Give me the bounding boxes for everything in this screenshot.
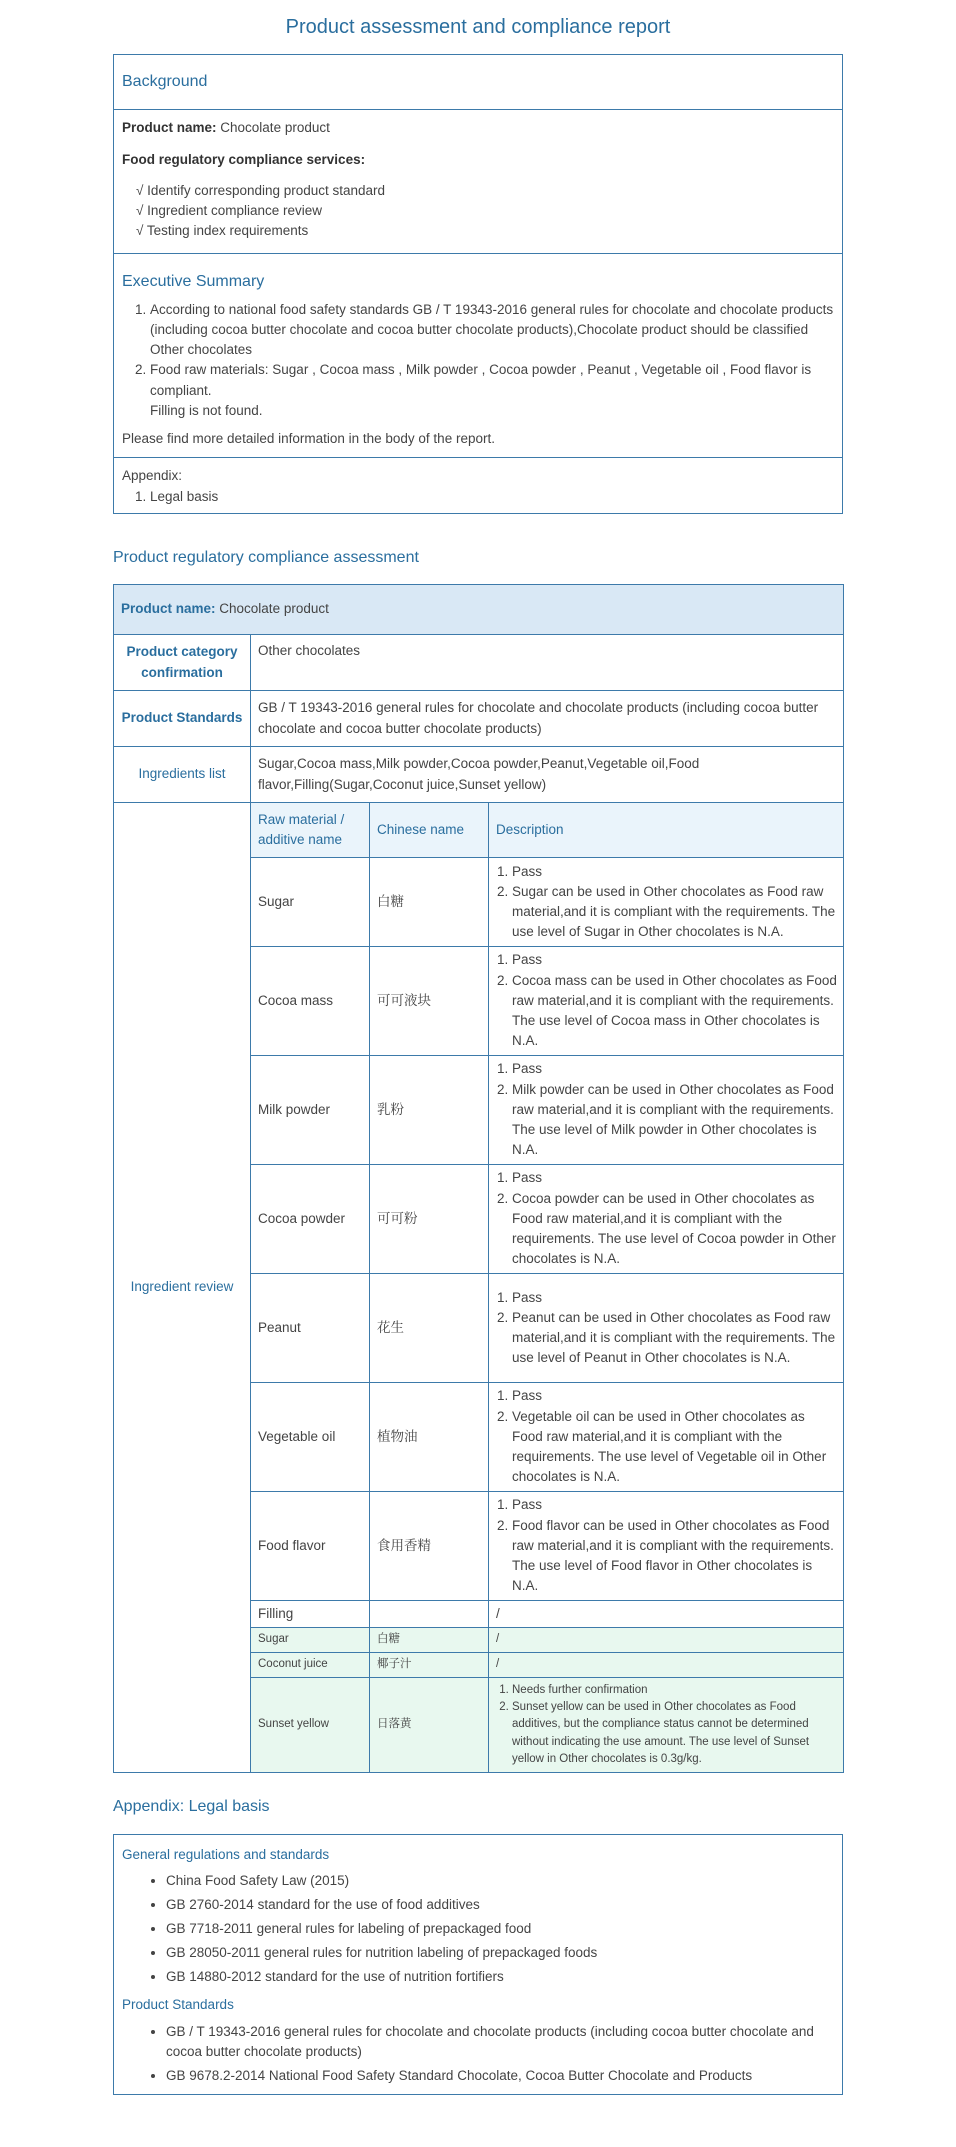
ingredient-cn-name: 可可液块 — [370, 947, 489, 1056]
category-value: Other chocolates — [251, 635, 844, 691]
appendix-item: 1. Legal basis — [150, 487, 834, 507]
ingredient-review-label: Ingredient review — [114, 803, 251, 1773]
table-product-name-label: Product name: — [121, 601, 216, 617]
ingredient-name: Food flavor — [251, 1492, 370, 1601]
list-item: • GB 2760-2014 standard for the use of food additives — [166, 1893, 834, 1917]
list-item: • GB 9678.2-2014 National Food Safety Standard Chocolate, Cocoa Butter Chocolate and Products — [166, 2064, 834, 2088]
summary-item: 2. Food raw materials: Sugar , Cocoa mass , Milk powder , Cocoa powder , Peanut , Vegetable oil , Food flavor is compliant. Filling is not found. — [150, 360, 834, 421]
ingredient-name: Coconut juice — [251, 1653, 370, 1678]
service-item: √ Identify corresponding product standard — [136, 182, 386, 198]
ingredient-description: 1. Pass 2. Milk powder can be used in Other chocolates as Food raw material,and it is compliant with the requirements. The use level of Milk powder in Other chocolates is N.A. — [489, 1056, 844, 1165]
ingredient-description: / — [489, 1628, 844, 1653]
ingredient-name: Peanut — [251, 1274, 370, 1383]
ingredient-description: 1. Pass 2. Sugar can be used in Other chocolates as Food raw material,and it is compliant with the requirements. The use level of Sugar in Other chocolates is N.A. — [489, 858, 844, 947]
appendix-box — [114, 458, 842, 513]
column-header: Description — [489, 803, 844, 858]
page-title: Product assessment and compliance report — [285, 16, 671, 38]
category-row — [114, 635, 844, 691]
ingredient-cn-name: 白糖 — [370, 1628, 489, 1653]
ingredient-cn-name: 白糖 — [370, 858, 489, 947]
review-header-row — [114, 803, 844, 858]
ingredient-cn-name: 花生 — [370, 1274, 489, 1383]
ingredient-name: Milk powder — [251, 1056, 370, 1165]
service-item: √ Ingredient compliance review — [136, 202, 323, 218]
category-label: Product category confirmation — [114, 635, 251, 691]
ingredient-description: 1. Pass 2. Cocoa mass can be used in Other chocolates as Food raw material,and it is compliant with the requirements. The use level of Cocoa mass in Other chocolates is N.A. — [489, 947, 844, 1056]
assessment-table — [113, 584, 844, 1773]
ingredient-description: 1. Pass 2. Peanut can be used in Other chocolates as Food raw material,and it is compliant with the requirements. The use level of Peanut in Other chocolates is N.A. — [489, 1274, 844, 1383]
ingredient-cn-name: 食用香精 — [370, 1492, 489, 1601]
product-name-row — [114, 585, 844, 635]
ingredient-name: Sugar — [251, 1628, 370, 1653]
services-label: Food regulatory compliance services: — [122, 152, 366, 168]
standards-row — [114, 691, 844, 747]
summary-footer: Please find more detailed information in the body of the report. — [122, 431, 495, 446]
ingredients-label: Ingredients list — [114, 747, 251, 803]
background-heading: Background — [114, 55, 842, 110]
column-header: Chinese name — [370, 803, 489, 858]
executive-summary-heading: Executive Summary — [122, 272, 265, 290]
legal-heading: Appendix: Legal basis — [113, 1798, 270, 1815]
ingredient-name: Sunset yellow — [251, 1678, 370, 1773]
legal-box — [113, 1834, 843, 2095]
product-standards-heading: Product Standards — [122, 1997, 234, 2013]
ingredient-cn-name — [370, 1601, 489, 1628]
ingredient-description: / — [489, 1601, 844, 1628]
summary-item: 1. According to national food safety standards GB / T 19343-2016 general rules for chocolate and chocolate products (including cocoa butter chocolate and cocoa butter chocolate products),Chocolate product should be classified Other chocolates — [150, 300, 834, 361]
ingredient-description: 1. Pass 2. Vegetable oil can be used in Other chocolates as Food raw material,and it is compliant with the requirements. The use level of Vegetable oil in Other chocolates is N.A. — [489, 1383, 844, 1492]
ingredient-cn-name: 乳粉 — [370, 1056, 489, 1165]
list-item: • China Food Safety Law (2015) — [166, 1869, 834, 1893]
list-item: • GB / T 19343-2016 general rules for chocolate and chocolate products (including cocoa butter chocolate and cocoa butter chocolate products) — [166, 2020, 834, 2064]
services-list — [136, 181, 834, 241]
table-product-name-value: Chocolate product — [219, 601, 329, 617]
list-item: • GB 28050-2011 general rules for nutrition labeling of prepackaged foods — [166, 1941, 834, 1965]
ingredient-description: 1. Pass 2. Cocoa powder can be used in Other chocolates as Food raw material,and it is compliant with the requirements. The use level of Cocoa powder in Other chocolates is N.A. — [489, 1165, 844, 1274]
background-box — [113, 54, 843, 514]
summary-filling-note: Filling is not found. — [150, 402, 263, 418]
ingredient-description: / — [489, 1653, 844, 1678]
product-name-label: Product name: — [122, 120, 217, 135]
ingredient-cn-name: 可可粉 — [370, 1165, 489, 1274]
ingredient-description: 1. Needs further confirmation 2. Sunset yellow can be used in Other chocolates as Food additives, but the compliance status cannot be determined without indicating the use amount. The use level of Sunset yellow in Other chocolates is 0.3g/kg. — [489, 1678, 844, 1773]
list-item: • GB 7718-2011 general rules for labeling of prepackaged food — [166, 1917, 834, 1941]
ingredients-row — [114, 747, 844, 803]
standards-label: Product Standards — [114, 691, 251, 747]
ingredient-cn-name: 椰子汁 — [370, 1653, 489, 1678]
list-item: • GB 14880-2012 standard for the use of nutrition fortifiers — [166, 1965, 834, 1989]
ingredient-description: 1. Pass 2. Food flavor can be used in Other chocolates as Food raw material,and it is compliant with the requirements. The use level of Food flavor in Other chocolates is N.A. — [489, 1492, 844, 1601]
ingredient-cn-name: 植物油 — [370, 1383, 489, 1492]
ingredient-name: Vegetable oil — [251, 1383, 370, 1492]
ingredient-name: Sugar — [251, 858, 370, 947]
background-body — [114, 110, 842, 254]
general-regulations-heading: General regulations and standards — [122, 1847, 330, 1862]
assessment-table-wrap — [113, 584, 843, 1773]
ingredient-name: Cocoa powder — [251, 1165, 370, 1274]
standards-value: GB / T 19343-2016 general rules for chocolate and chocolate products (including cocoa butter chocolate and cocoa butter chocolate products) — [251, 691, 844, 747]
appendix-label: Appendix: — [122, 468, 183, 484]
ingredient-cn-name: 日落黄 — [370, 1678, 489, 1773]
product-name-value: Chocolate product — [220, 120, 330, 135]
ingredient-name: Filling — [251, 1601, 370, 1628]
ingredients-value: Sugar,Cocoa mass,Milk powder,Cocoa powder,Peanut,Vegetable oil,Food flavor,Filling(Sugar,Coconut juice,Sunset yellow) — [251, 747, 844, 803]
assessment-heading: Product regulatory compliance assessment — [113, 549, 419, 566]
column-header: Raw material / additive name — [251, 803, 370, 858]
ingredient-name: Cocoa mass — [251, 947, 370, 1056]
executive-summary — [114, 254, 842, 459]
service-item: √ Testing index requirements — [136, 222, 309, 238]
